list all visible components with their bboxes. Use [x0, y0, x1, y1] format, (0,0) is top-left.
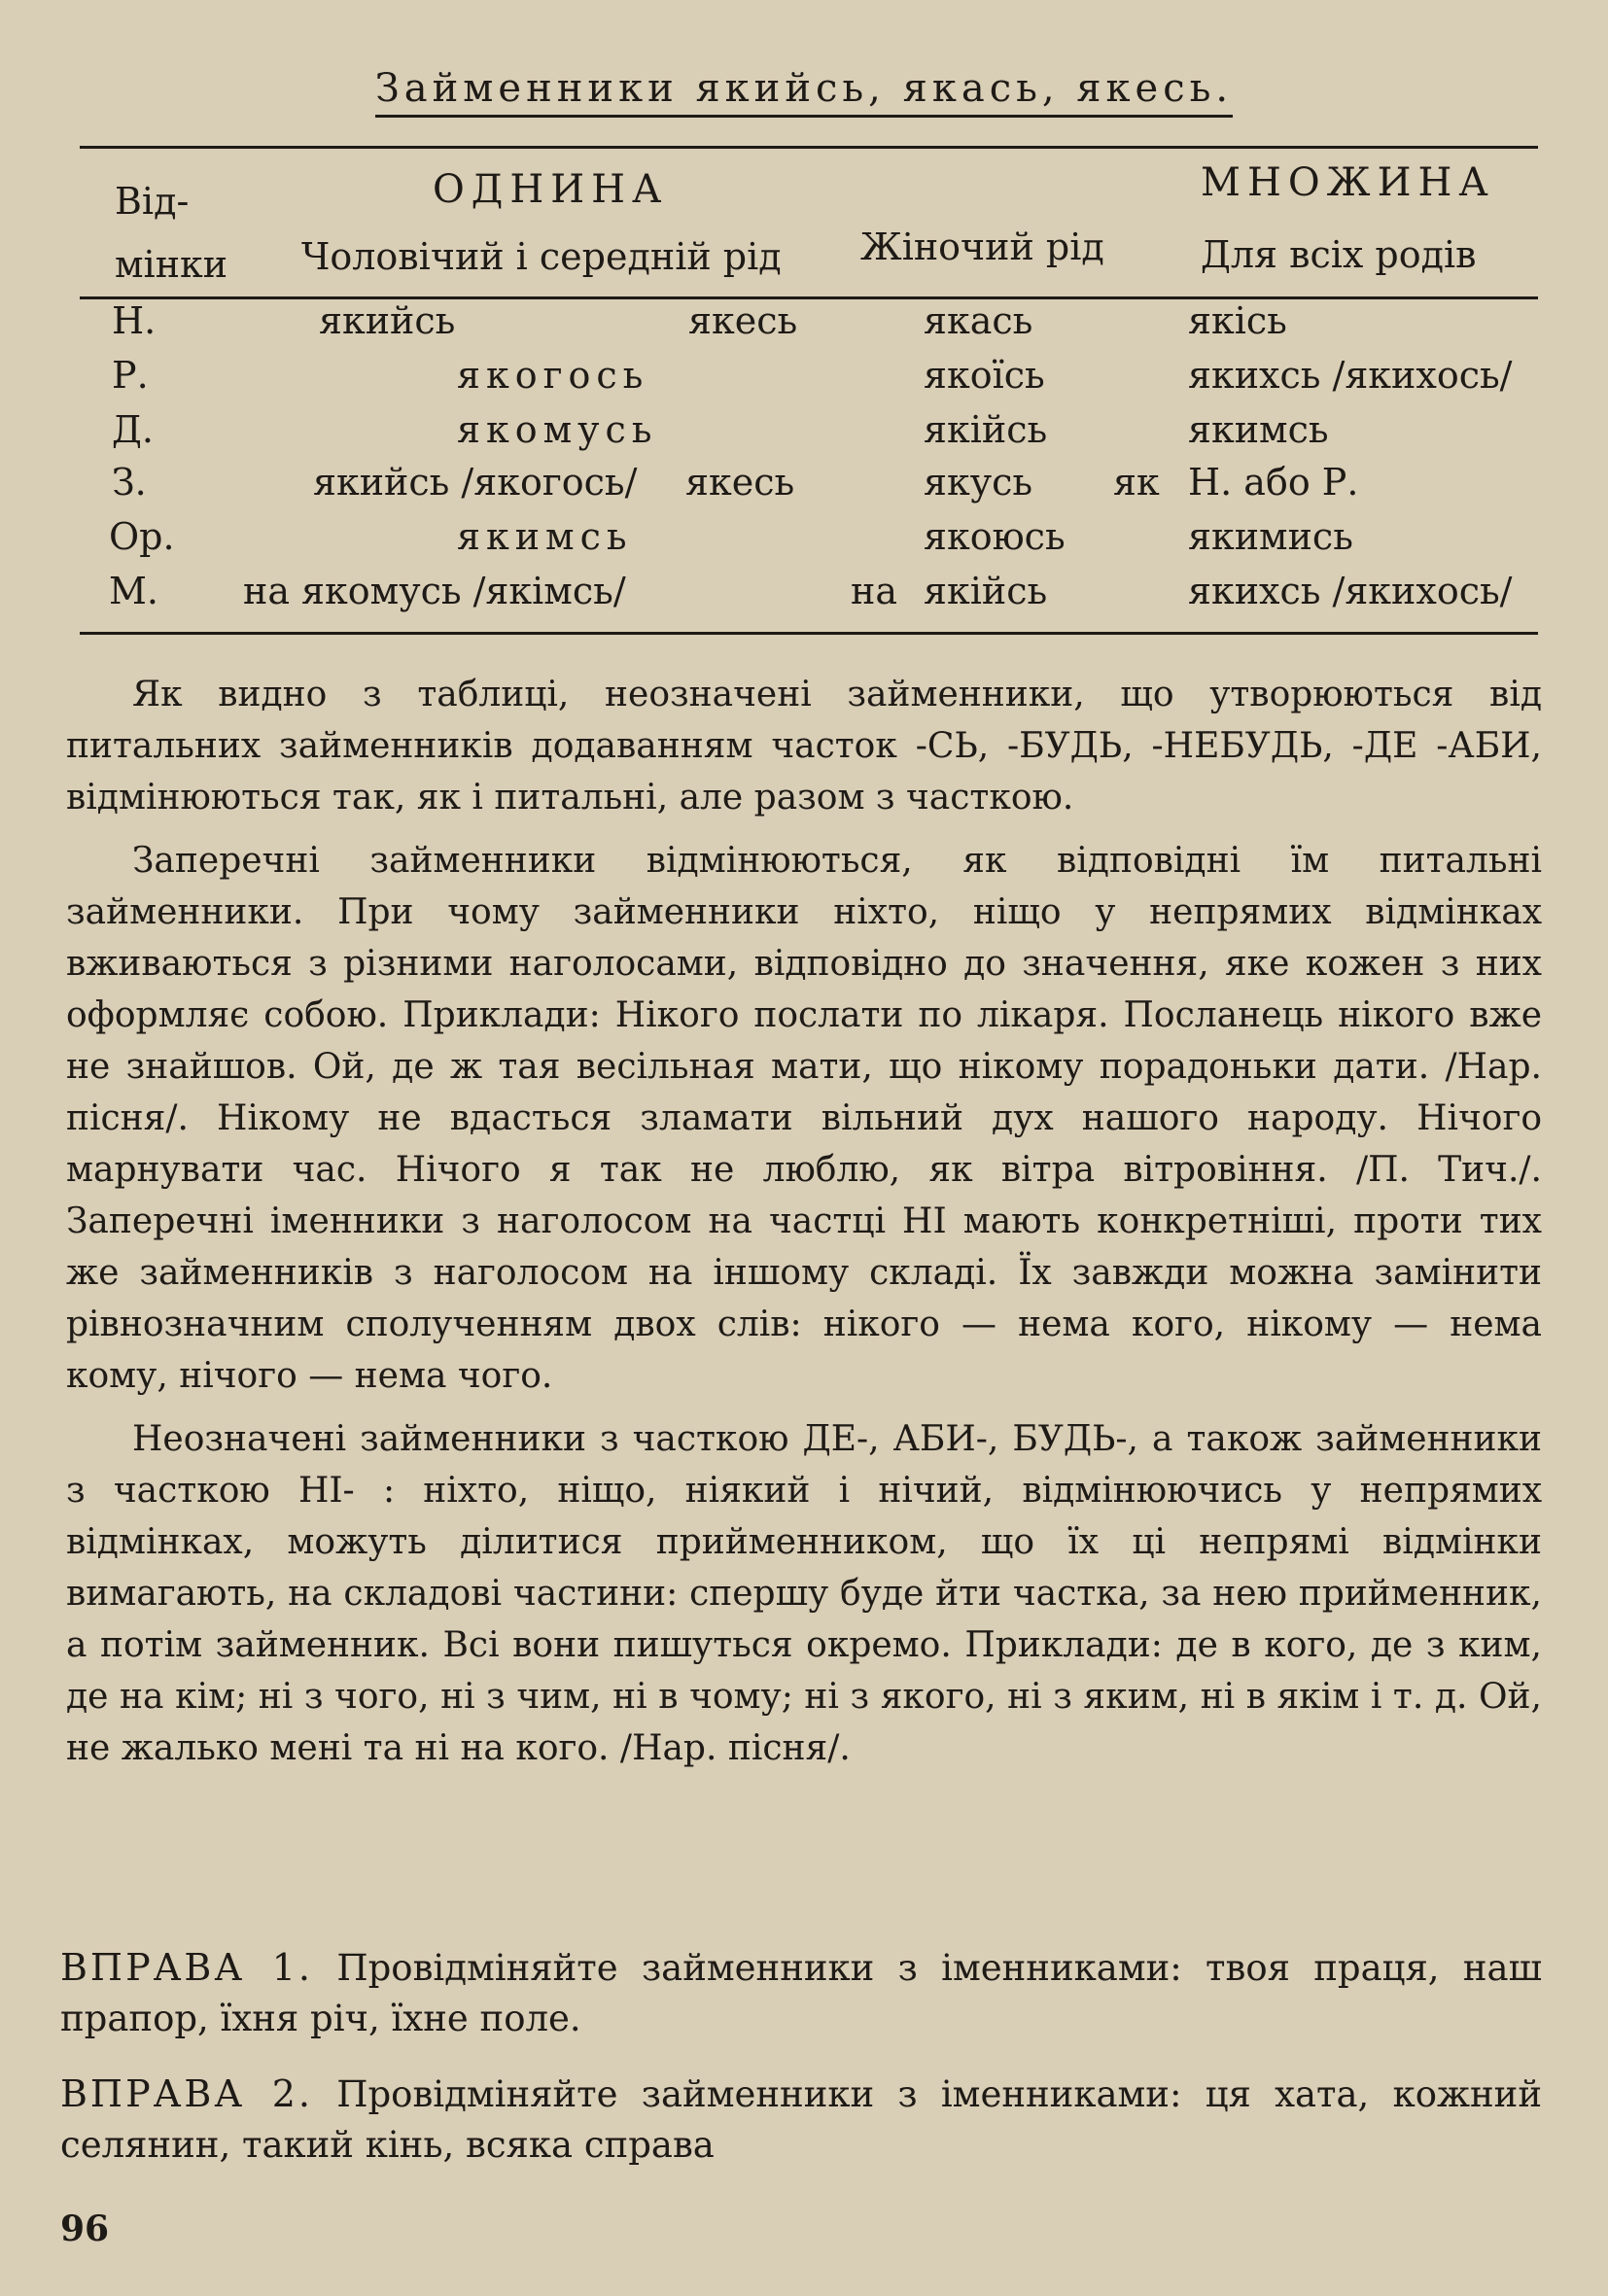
table-bottom-rule	[80, 632, 1538, 635]
exercise-2	[60, 2069, 1542, 2171]
exercise-text: Провідміняйте займенники з іменниками: ця хата, кожний селянин, такий кінь, всяка справа	[60, 2073, 1542, 2166]
table-cell: якесь	[688, 299, 798, 342]
case-label: Р.	[112, 354, 149, 397]
page-title: Займенники якийсь, якась, якесь.	[0, 66, 1608, 111]
table-cell: якась	[924, 299, 1033, 342]
table-top-rule	[80, 146, 1538, 149]
table-cell: на якомусь /якімсь/	[243, 570, 626, 612]
table-cell: якісь	[1188, 299, 1287, 342]
table-cell: якесь	[685, 461, 795, 504]
table-cell: якимсь	[457, 515, 633, 558]
header-singular: ОДНИНА	[433, 167, 669, 212]
table-cell: якийсь	[319, 299, 456, 342]
table-cell: якійсь	[924, 570, 1048, 612]
table-cell: якоїсь	[924, 354, 1045, 397]
case-label: Н.	[112, 299, 157, 342]
table-cell: на	[851, 570, 897, 612]
exercise-label: ВПРАВА 2.	[60, 2072, 313, 2115]
paragraph: Заперечні займенники відмінюються, як відповідні їм питальні займенники. При чому займенники ніхто, ніщо у непрямих відмінках вживаються з різними наголосами, відповідно до значення, яке кожен з них оформляє собою. Приклади: Нікого послати по лікаря. Посланець нікого вже не знайшов. Ой, де ж тая весільная мати, що нікому порадоньки дати. /Нар. пісня/. Нікому не вдасться зламати вільний дух нашого народу. Нічого марнувати час. Нічого я так не люблю, як вітра вітровіння. /П. Тич./. Заперечні іменники з наголосом на частці НІ мають конкретніші, проти тих же займенників з наголосом на іншому складі. Їх завжди можна замінити рівнозначним сполученням двох слів: нікого — нема кого, нікому — нема кому, нічого — нема чого.	[66, 841, 1542, 1396]
table-cell: якийсь /якогось/	[313, 461, 638, 504]
header-fem: Жіночий рід	[860, 226, 1104, 268]
case-label: Ор.	[109, 515, 175, 558]
page-number: 96	[60, 2209, 110, 2249]
body-text	[66, 669, 1542, 1786]
table-cell: якомусь	[457, 408, 658, 451]
header-cases-line2: мінки	[115, 243, 228, 286]
table-header-rule	[80, 296, 1538, 299]
case-label: З.	[112, 461, 147, 504]
table-cell: якимсь	[1188, 408, 1329, 451]
exercise-1	[60, 1942, 1542, 2044]
case-label: Д.	[112, 408, 154, 451]
table-cell: якихсь /якихось/	[1188, 354, 1513, 397]
header-plural: МНОЖИНА	[1201, 160, 1495, 205]
table-cell: Н. або Р.	[1188, 461, 1359, 504]
header-masc-neut: Чоловічий і середній рід	[301, 235, 782, 278]
case-label: М.	[109, 570, 158, 612]
table-cell: якійсь	[924, 408, 1048, 451]
header-all-genders: Для всіх родів	[1201, 233, 1477, 276]
exercise-text: Провідміняйте займенники з іменниками: твоя праця, наш прапор, їхня річ, їхне поле.	[60, 1947, 1543, 2039]
table-cell: якимись	[1188, 515, 1353, 558]
table-cell: якихсь /якихось/	[1188, 570, 1513, 612]
paragraph: Неозначені займенники з часткою ДЕ-, АБИ-, БУДЬ-, а також займенники з часткою НІ- : ніхто, ніщо, ніякий і нічий, відмінюючись у непрямих відмінках, можуть ділитися прийменником, що їх ці непрямі відмінки вимагають, на складові частини: спершу буде йти частка, за нею прийменник, а потім займенник. Всі вони пишуться окремо. Приклади: де в кого, де з ким, де на кім; ні з чого, ні з чим, ні в чому; ні з якого, ні з яким, ні в якім і т. д. Ой, не жалько мені та ні на кого. /Нар. пісня/.	[66, 1419, 1542, 1768]
table-cell: якогось	[457, 354, 649, 397]
exercise-label: ВПРАВА 1.	[60, 1946, 314, 1989]
table-cell: якоюсь	[924, 515, 1066, 558]
header-cases-line1: Від-	[115, 180, 190, 223]
table-cell: як	[1113, 461, 1160, 504]
table-cell: якусь	[924, 461, 1033, 504]
paragraph: Як видно з таблиці, неозначені займенники, що утворюються від питальних займенників додаванням часток -СЬ, -БУДЬ, -НЕБУДЬ, -ДЕ -АБИ, відмінюються так, як і питальні, але разом з часткою.	[66, 675, 1542, 818]
